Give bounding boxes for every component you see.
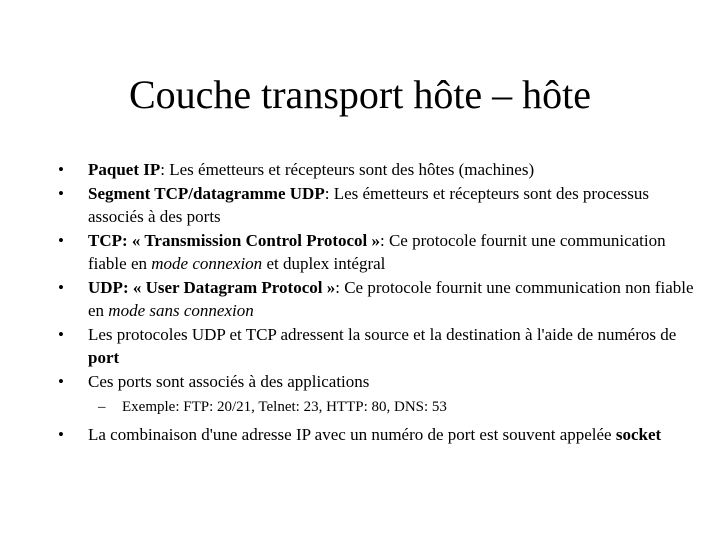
term-segment: Segment TCP/datagramme UDP	[88, 184, 325, 203]
desc-tcp-part1: : Ce protocole fournit une communication fiable en	[88, 231, 666, 273]
term-port: port	[88, 348, 120, 367]
slide-content	[58, 158, 698, 447]
desc-tcp-part2: et duplex intégral	[262, 254, 386, 273]
bullet-list	[58, 158, 698, 446]
bullet-item-tcp	[58, 229, 698, 275]
desc-ports: Ces ports sont associés à des applications	[88, 372, 370, 391]
bullet-icon: •	[58, 278, 64, 297]
slide-title: Couche transport hôte – hôte	[128, 72, 592, 117]
bullet-item-protocoles	[58, 323, 698, 369]
bullet-item-ports	[58, 370, 698, 393]
bullet-icon: •	[58, 325, 64, 344]
bullet-icon: •	[58, 372, 64, 391]
term-paquet-ip: Paquet IP	[88, 160, 161, 179]
exemple-text: Exemple: FTP: 20/21, Telnet: 23, HTTP: 80, DNS: 53	[122, 399, 447, 415]
bullet-item-paquet-ip	[58, 158, 698, 181]
bullet-item-socket	[58, 423, 698, 446]
desc-socket: La combinaison d'une adresse IP avec un numéro de port est souvent appelée	[88, 425, 616, 444]
desc-paquet-ip: : Les émetteurs et récepteurs sont des hôtes (machines)	[160, 160, 535, 179]
desc-tcp-italic: mode connexion	[151, 254, 263, 273]
desc-segment: : Les émetteurs et récepteurs sont des processus associés à des ports	[88, 184, 650, 226]
sub-item-exemple	[58, 397, 698, 417]
desc-protocoles: Les protocoles UDP et TCP adressent la source et la destination à l'aide de numéros de	[88, 325, 677, 344]
term-socket: socket	[615, 425, 662, 444]
term-tcp: TCP: « Transmission Control Protocol »	[88, 231, 380, 250]
bullet-icon: •	[58, 231, 64, 250]
bullet-icon: •	[58, 184, 64, 203]
desc-udp-part1: : Ce protocole fournit une communication non fiable en	[88, 278, 694, 320]
term-udp: UDP: « User Datagram Protocol »	[88, 278, 336, 297]
bullet-icon: •	[58, 425, 64, 444]
desc-udp-italic: mode sans connexion	[108, 301, 254, 320]
bullet-icon: •	[58, 160, 64, 179]
bullet-item-udp	[58, 276, 698, 322]
dash-icon: –	[98, 399, 106, 415]
bullet-item-segment	[58, 182, 698, 228]
